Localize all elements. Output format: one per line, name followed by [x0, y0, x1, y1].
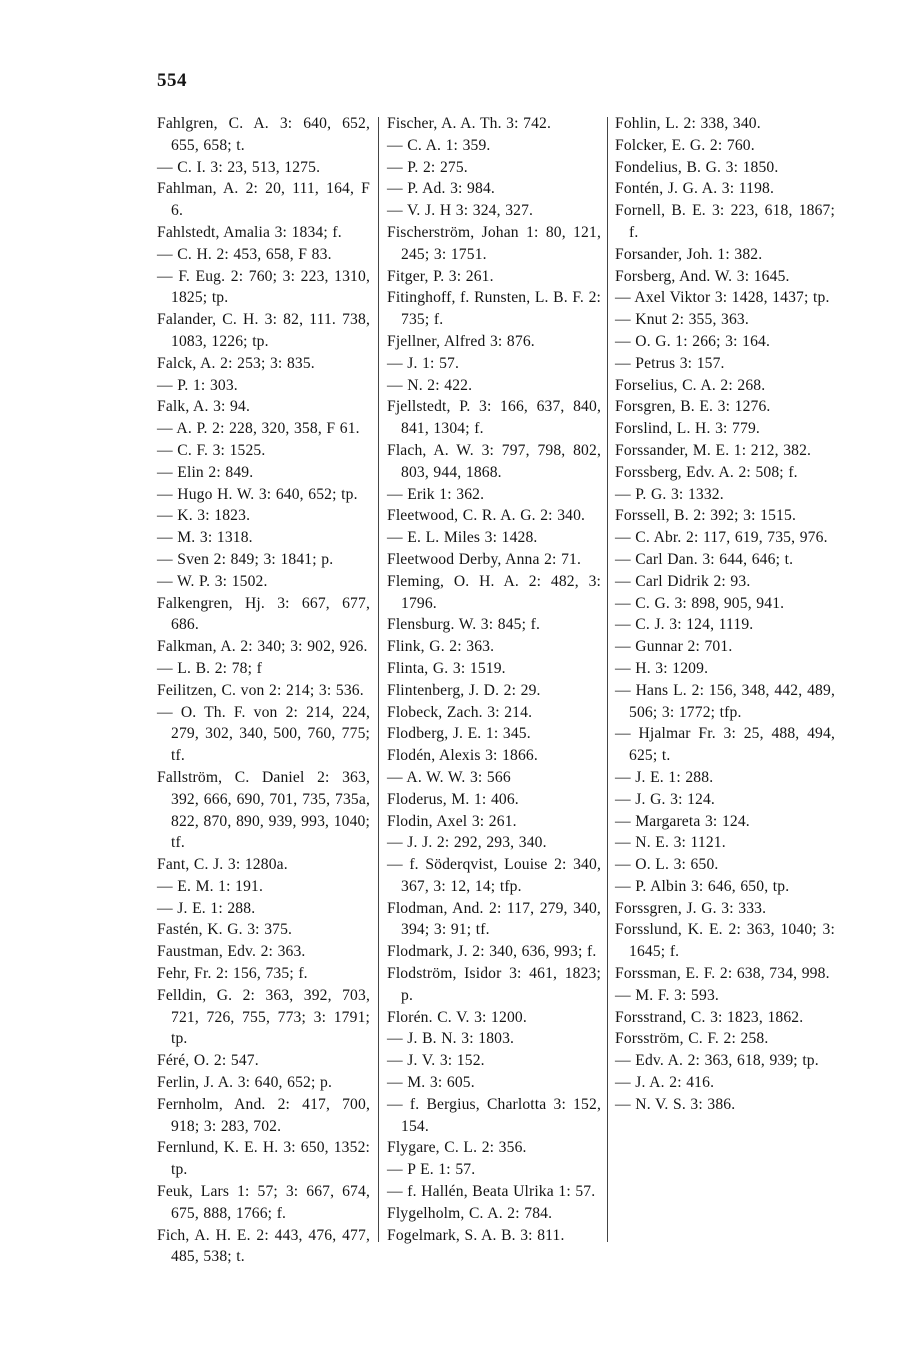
- index-entry: — E. L. Miles 3: 1428.: [387, 529, 538, 547]
- index-entry: — O. G. 1: 266; 3: 164.: [615, 332, 771, 350]
- index-entry: — O. L. 3: 650.: [615, 856, 719, 874]
- index-entry: Folcker, E. G. 2: 760.: [615, 136, 755, 154]
- index-entry: Fischerström, Johan 1: 80, 121, 245; 3: 1751.: [387, 223, 601, 263]
- index-entry: — C. H. 2: 453, 658, F 83.: [157, 245, 332, 263]
- index-entry: — W. P. 3: 1502.: [157, 572, 268, 590]
- index-entry: — K. 3: 1823.: [157, 507, 251, 525]
- index-entry: — Sven 2: 849; 3: 1841; p.: [157, 550, 334, 568]
- index-entry: Falck, A. 2: 253; 3: 835.: [157, 354, 315, 372]
- index-entry: Fleetwood Derby, Anna 2: 71.: [387, 550, 582, 568]
- index-entry: — V. J. H 3: 324, 327.: [387, 202, 534, 220]
- index-entry: Forssell, B. 2: 392; 3: 1515.: [615, 507, 796, 525]
- column-divider: [378, 117, 379, 1242]
- index-entry: Feilitzen, C. von 2: 214; 3: 536.: [157, 681, 364, 699]
- index-entry: Féré, O. 2: 547.: [157, 1052, 259, 1070]
- index-entry: — f. Söderqvist, Louise 2: 340, 367, 3: 12, 14; tfp.: [387, 856, 601, 895]
- index-entry: Fjellner, Alfred 3: 876.: [387, 332, 535, 350]
- index-entry: — A. W. W. 3: 566: [387, 768, 511, 786]
- index-entry: — Hans L. 2: 156, 348, 442, 489, 506; 3: 1772; tfp.: [615, 681, 835, 721]
- index-entry: — J. E. 1: 288.: [615, 768, 714, 786]
- index-entry: — J. E. 1: 288.: [157, 899, 256, 917]
- index-entry: Fleming, O. H. A. 2: 482, 3: 1796.: [387, 572, 601, 612]
- index-entry: — Carl Didrik 2: 93.: [615, 572, 751, 590]
- index-entry: — J. B. N. 3: 1803.: [387, 1030, 515, 1048]
- index-entry: Fernholm, And. 2: 417, 700, 918; 3: 283, 702.: [157, 1095, 370, 1135]
- index-entry: Fernlund, K. E. H. 3: 650, 1352: tp.: [157, 1139, 370, 1179]
- index-entry: Flodén, Alexis 3: 1866.: [387, 747, 538, 765]
- index-entry: — Elin 2: 849.: [157, 463, 254, 481]
- column-divider: [607, 117, 608, 1242]
- index-entry: — F. Eug. 2: 760; 3: 223, 1310, 1825; tp.: [157, 267, 370, 307]
- index-entry: Forssberg, Edv. A. 2: 508; f.: [615, 463, 798, 481]
- index-entry: — C. A. 1: 359.: [387, 136, 491, 154]
- index-entry: — E. M. 1: 191.: [157, 877, 264, 895]
- index-entry: — C. I. 3: 23, 513, 1275.: [157, 158, 321, 176]
- index-entry: Flodmark, J. 2: 340, 636, 993; f.: [387, 943, 597, 961]
- index-entry: Forsberg, And. W. 3: 1645.: [615, 267, 790, 285]
- index-entry: Forslind, L. H. 3: 779.: [615, 420, 760, 438]
- index-entry: — f. Bergius, Charlotta 3: 152, 154.: [387, 1095, 601, 1135]
- index-entry: Flink, G. 2: 363.: [387, 638, 495, 656]
- index-entry: — Axel Viktor 3: 1428, 1437; tp.: [615, 289, 830, 307]
- index-entry: Forsgren, B. E. 3: 1276.: [615, 398, 771, 416]
- index-entry: — P. 1: 303.: [157, 376, 238, 394]
- index-entry: — Hugo H. W. 3: 640, 652; tp.: [157, 485, 358, 503]
- index-entry: Forselius, C. A. 2: 268.: [615, 376, 766, 394]
- index-entry: Fahlstedt, Amalia 3: 1834; f.: [157, 223, 342, 241]
- index-entry: Florén. C. V. 3: 1200.: [387, 1008, 527, 1026]
- index-entry: Flach, A. W. 3: 797, 798, 802, 803, 944, 1868.: [387, 441, 601, 481]
- index-entry: Forssgren, J. G. 3: 333.: [615, 899, 767, 917]
- index-entry: Forssman, E. F. 2: 638, 734, 998.: [615, 965, 830, 983]
- index-entry: — Erik 1: 362.: [387, 485, 485, 503]
- index-entry: Fant, C. J. 3: 1280a.: [157, 856, 288, 874]
- index-entry: Flodström, Isidor 3: 461, 1823; p.: [387, 965, 601, 1004]
- index-entry: Flodin, Axel 3: 261.: [387, 812, 517, 830]
- index-entry: Flensburg. W. 3: 845; f.: [387, 616, 541, 634]
- index-entry: Fich, A. H. E. 2: 443, 476, 477, 485, 538; t.: [157, 1226, 370, 1266]
- index-entry: — N. 2: 422.: [387, 376, 473, 394]
- index-column-1: [157, 113, 370, 1268]
- index-entry: — Margareta 3: 124.: [615, 812, 750, 830]
- index-entry: Forsander, Joh. 1: 382.: [615, 245, 763, 263]
- index-entry: Ferlin, J. A. 3: 640, 652; p.: [157, 1074, 332, 1092]
- index-entry: Falkman, A. 2: 340; 3: 902, 926.: [157, 638, 368, 656]
- index-entry: — J. 1: 57.: [387, 354, 460, 372]
- index-entry: Fornell, B. E. 3: 223, 618, 1867; f.: [615, 202, 835, 241]
- index-entry: — C. F. 3: 1525.: [157, 441, 266, 459]
- index-column-3: [615, 113, 835, 1116]
- index-entry: Fogelmark, S. A. B. 3: 811.: [387, 1226, 565, 1244]
- index-entry: — Knut 2: 355, 363.: [615, 311, 749, 329]
- index-entry: — O. Th. F. von 2: 214, 224, 279, 302, 340, 500, 760, 775; tf.: [157, 703, 370, 765]
- index-entry: — L. B. 2: 78; f: [157, 659, 262, 677]
- index-entry: Falander, C. H. 3: 82, 111. 738, 1083, 1226; tp.: [157, 311, 370, 350]
- index-entry: — C. G. 3: 898, 905, 941.: [615, 594, 785, 612]
- index-entry: — Hjalmar Fr. 3: 25, 488, 494, 625; t.: [615, 725, 835, 765]
- index-entry: Fischer, A. A. Th. 3: 742.: [387, 115, 552, 132]
- index-entry: Falkengren, Hj. 3: 667, 677, 686.: [157, 594, 370, 634]
- index-entry: — P. 2: 275.: [387, 158, 468, 176]
- index-entry: — M. 3: 605.: [387, 1074, 475, 1092]
- index-entry: Forsström, C. F. 2: 258.: [615, 1030, 769, 1048]
- index-entry: Fallström, C. Daniel 2: 363, 392, 666, 690, 701, 735, 735a, 822, 870, 890, 939, 993, 1040; tf.: [157, 768, 370, 852]
- page-number: 554: [157, 70, 187, 91]
- index-entry: Flintenberg, J. D. 2: 29.: [387, 681, 541, 699]
- index-entry: Fjellstedt, P. 3: 166, 637, 840, 841, 1304; f.: [387, 398, 601, 438]
- index-entry: Flodberg, J. E. 1: 345.: [387, 725, 531, 743]
- index-entry: — Gunnar 2: 701.: [615, 638, 733, 656]
- index-entry: Fastén, K. G. 3: 375.: [157, 921, 293, 939]
- index-entry: — f. Hallén, Beata Ulrika 1: 57.: [387, 1183, 596, 1201]
- index-entry: Forssander, M. E. 1: 212, 382.: [615, 441, 812, 459]
- index-entry: — M. F. 3: 593.: [615, 986, 719, 1004]
- index-entry: — N. E. 3: 1121.: [615, 834, 726, 852]
- index-entry: — P. G. 3: 1332.: [615, 485, 724, 503]
- index-entry: — P. Albin 3: 646, 650, tp.: [615, 877, 790, 895]
- index-entry: — J. V. 3: 152.: [387, 1052, 485, 1070]
- index-entry: — C. Abr. 2: 117, 619, 735, 976.: [615, 529, 828, 547]
- index-entry: Fitinghoff, f. Runsten, L. B. F. 2: 735; f.: [387, 289, 601, 329]
- index-entry: — Petrus 3: 157.: [615, 354, 725, 372]
- index-entry: — Edv. A. 2: 363, 618, 939; tp.: [615, 1052, 819, 1070]
- index-entry: Fleetwood, C. R. A. G. 2: 340.: [387, 507, 586, 525]
- index-entry: Falk, A. 3: 94.: [157, 398, 250, 416]
- index-column-2: [387, 113, 601, 1246]
- index-entry: — C. J. 3: 124, 1119.: [615, 616, 754, 634]
- index-entry: Floderus, M. 1: 406.: [387, 790, 519, 808]
- index-entry: Fitger, P. 3: 261.: [387, 267, 494, 285]
- index-entry: Flobeck, Zach. 3: 214.: [387, 703, 533, 721]
- index-entry: Felldin, G. 2: 363, 392, 703, 721, 726, 755, 773; 3: 1791; tp.: [157, 986, 370, 1048]
- index-entry: Fohlin, L. 2: 338, 340.: [615, 115, 761, 132]
- index-entry: — J. J. 2: 292, 293, 340.: [387, 834, 547, 852]
- index-entry: — N. V. S. 3: 386.: [615, 1095, 736, 1113]
- index-entry: Flodman, And. 2: 117, 279, 340, 394; 3: 91; tf.: [387, 899, 601, 939]
- index-entry: Fahlgren, C. A. 3: 640, 652, 655, 658; t.: [157, 115, 370, 154]
- index-entry: — J. G. 3: 124.: [615, 790, 715, 808]
- index-entry: Flygare, C. L. 2: 356.: [387, 1139, 527, 1157]
- index-entry: Forsstrand, C. 3: 1823, 1862.: [615, 1008, 804, 1026]
- index-entry: — Carl Dan. 3: 644, 646; t.: [615, 550, 794, 568]
- index-entry: Fondelius, B. G. 3: 1850.: [615, 158, 779, 176]
- index-entry: — M. 3: 1318.: [157, 529, 253, 547]
- index-entry: — P. Ad. 3: 984.: [387, 180, 495, 198]
- index-entry: Feuk, Lars 1: 57; 3: 667, 674, 675, 888, 1766; f.: [157, 1183, 370, 1222]
- index-entry: Forsslund, K. E. 2: 363, 1040; 3: 1645; f.: [615, 921, 835, 961]
- index-entry: Flinta, G. 3: 1519.: [387, 659, 506, 677]
- index-entry: Flygelholm, C. A. 2: 784.: [387, 1204, 553, 1222]
- index-entry: Fahlman, A. 2: 20, 111, 164, F 6.: [157, 180, 370, 220]
- index-entry: — J. A. 2: 416.: [615, 1074, 715, 1092]
- index-entry: Faustman, Edv. 2: 363.: [157, 943, 306, 961]
- index-entry: — A. P. 2: 228, 320, 358, F 61.: [157, 420, 360, 438]
- index-entry: — P E. 1: 57.: [387, 1161, 476, 1179]
- index-entry: Fehr, Fr. 2: 156, 735; f.: [157, 965, 308, 983]
- index-entry: Fontén, J. G. A. 3: 1198.: [615, 180, 775, 198]
- index-entry: — H. 3: 1209.: [615, 659, 709, 677]
